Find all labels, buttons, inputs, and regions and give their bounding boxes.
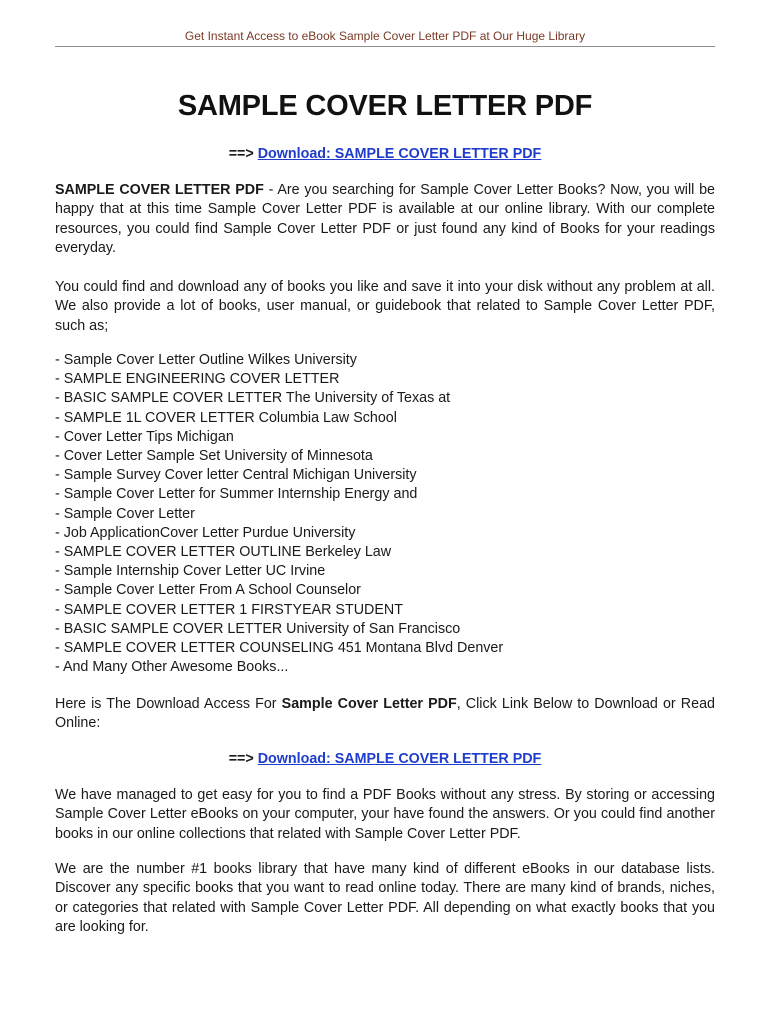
access-after: , Click Link Below to Download or Read Online: xyxy=(55,696,715,732)
page-title: SAMPLE COVER LETTER PDF xyxy=(177,90,593,122)
list-item: - SAMPLE COVER LETTER 1 FIRSTYEAR STUDENT xyxy=(55,601,403,618)
list-item: - SAMPLE ENGINEERING COVER LETTER xyxy=(55,371,340,388)
access-paragraph xyxy=(55,695,715,734)
download-line-bottom xyxy=(55,751,715,767)
list-item: - SAMPLE COVER LETTER OUTLINE Berkeley Law xyxy=(55,544,392,561)
intro-text: - Are you searching for Sample Cover Letter Books? Now, you will be happy that at this time Sample Cover Letter PDF is available at our online library. With our complete resources, you could find Sample Cover Letter PDF or just found any kind of Books for your readings everyday. xyxy=(55,182,715,257)
managed-paragraph: We have managed to get easy for you to find a PDF Books without any stress. By storing or accessing Sample Cover Letter eBooks on your computer, your have found the answers. Or you could find another books in our online collections that related with Sample Cover Letter PDF. xyxy=(55,787,715,842)
number1-paragraph: We are the number #1 books library that have many kind of different eBooks in our database lists. Discover any specific books that you want to read online today. There are many kind of brands, niches, or categories that related with Sample Cover Letter PDF. All depending on what exactly books that you are looking for. xyxy=(55,861,715,936)
list-item: - Job ApplicationCover Letter Purdue University xyxy=(55,524,356,541)
list-item: - SAMPLE 1L COVER LETTER Columbia Law School xyxy=(55,409,397,426)
list-item: - Cover Letter Sample Set University of Minnesota xyxy=(55,448,373,465)
list-item: - Sample Cover Letter for Summer Internship Energy and xyxy=(55,486,418,503)
download-arrow: ==> xyxy=(228,146,254,162)
book-list xyxy=(55,351,715,677)
list-item: - And Many Other Awesome Books... xyxy=(55,659,289,676)
list-item: - Sample Cover Letter xyxy=(55,505,195,522)
list-item: - Sample Internship Cover Letter UC Irvine xyxy=(55,563,326,580)
intro-paragraph xyxy=(55,181,715,259)
intro-bold: SAMPLE COVER LETTER PDF xyxy=(55,182,264,198)
download-line-top xyxy=(55,146,715,162)
list-item: - SAMPLE COVER LETTER COUNSELING 451 Montana Blvd Denver xyxy=(55,640,504,657)
header-banner: Get Instant Access to eBook Sample Cover Letter PDF at Our Huge Library xyxy=(184,29,586,43)
list-item: - Sample Cover Letter Outline Wilkes University xyxy=(55,352,357,368)
list-item: - Sample Cover Letter From A School Counselor xyxy=(55,582,361,599)
list-item: - BASIC SAMPLE COVER LETTER The University of Texas at xyxy=(55,390,451,407)
list-item: - BASIC SAMPLE COVER LETTER University of San Francisco xyxy=(55,620,461,637)
download-link-top[interactable]: Download: SAMPLE COVER LETTER PDF xyxy=(257,146,542,162)
download-link-bottom[interactable]: Download: SAMPLE COVER LETTER PDF xyxy=(257,751,542,767)
list-item: - Sample Survey Cover letter Central Michigan University xyxy=(55,467,417,484)
access-bold: Sample Cover Letter PDF xyxy=(281,696,457,712)
books-paragraph: You could find and download any of books you like and save it into your disk without any problem at all. We also provide a lot of books, user manual, or guidebook that related to Sample Cover Letter PDF, such as; xyxy=(55,279,715,334)
header-divider xyxy=(55,46,715,47)
download-arrow: ==> xyxy=(228,751,254,767)
access-before: Here is The Download Access For xyxy=(55,696,282,712)
list-item: - Cover Letter Tips Michigan xyxy=(55,428,234,445)
